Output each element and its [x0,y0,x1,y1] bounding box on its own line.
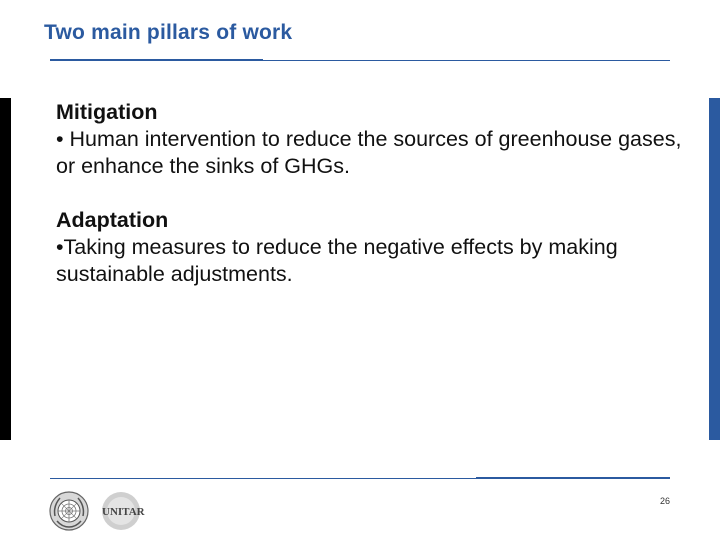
bullet-text: •Taking measures to reduce the negative effects by making sustainable adjustments. [56,235,618,286]
left-accent-bar [0,98,11,440]
page-number: 26 [660,496,671,506]
title-underline-thick [50,59,263,61]
unitar-logo-icon [97,490,147,532]
section-heading: Adaptation [56,208,169,232]
bullet-text: • Human intervention to reduce the sources of greenhouse gases, or enhance the sinks of GHGs. [56,127,682,178]
footer-rule-thin [50,478,476,479]
footer-rule-thick [476,477,670,479]
section-adaptation [56,207,696,288]
slide-body [56,99,696,315]
section-heading: Mitigation [56,100,158,124]
un-emblem-icon [48,490,90,532]
title-underline-thin [263,60,670,61]
right-accent-bar [709,98,720,440]
unitar-logo-text: UNITAR [102,506,145,518]
section-mitigation [56,99,696,180]
slide-title: Two main pillars of work [44,21,293,44]
